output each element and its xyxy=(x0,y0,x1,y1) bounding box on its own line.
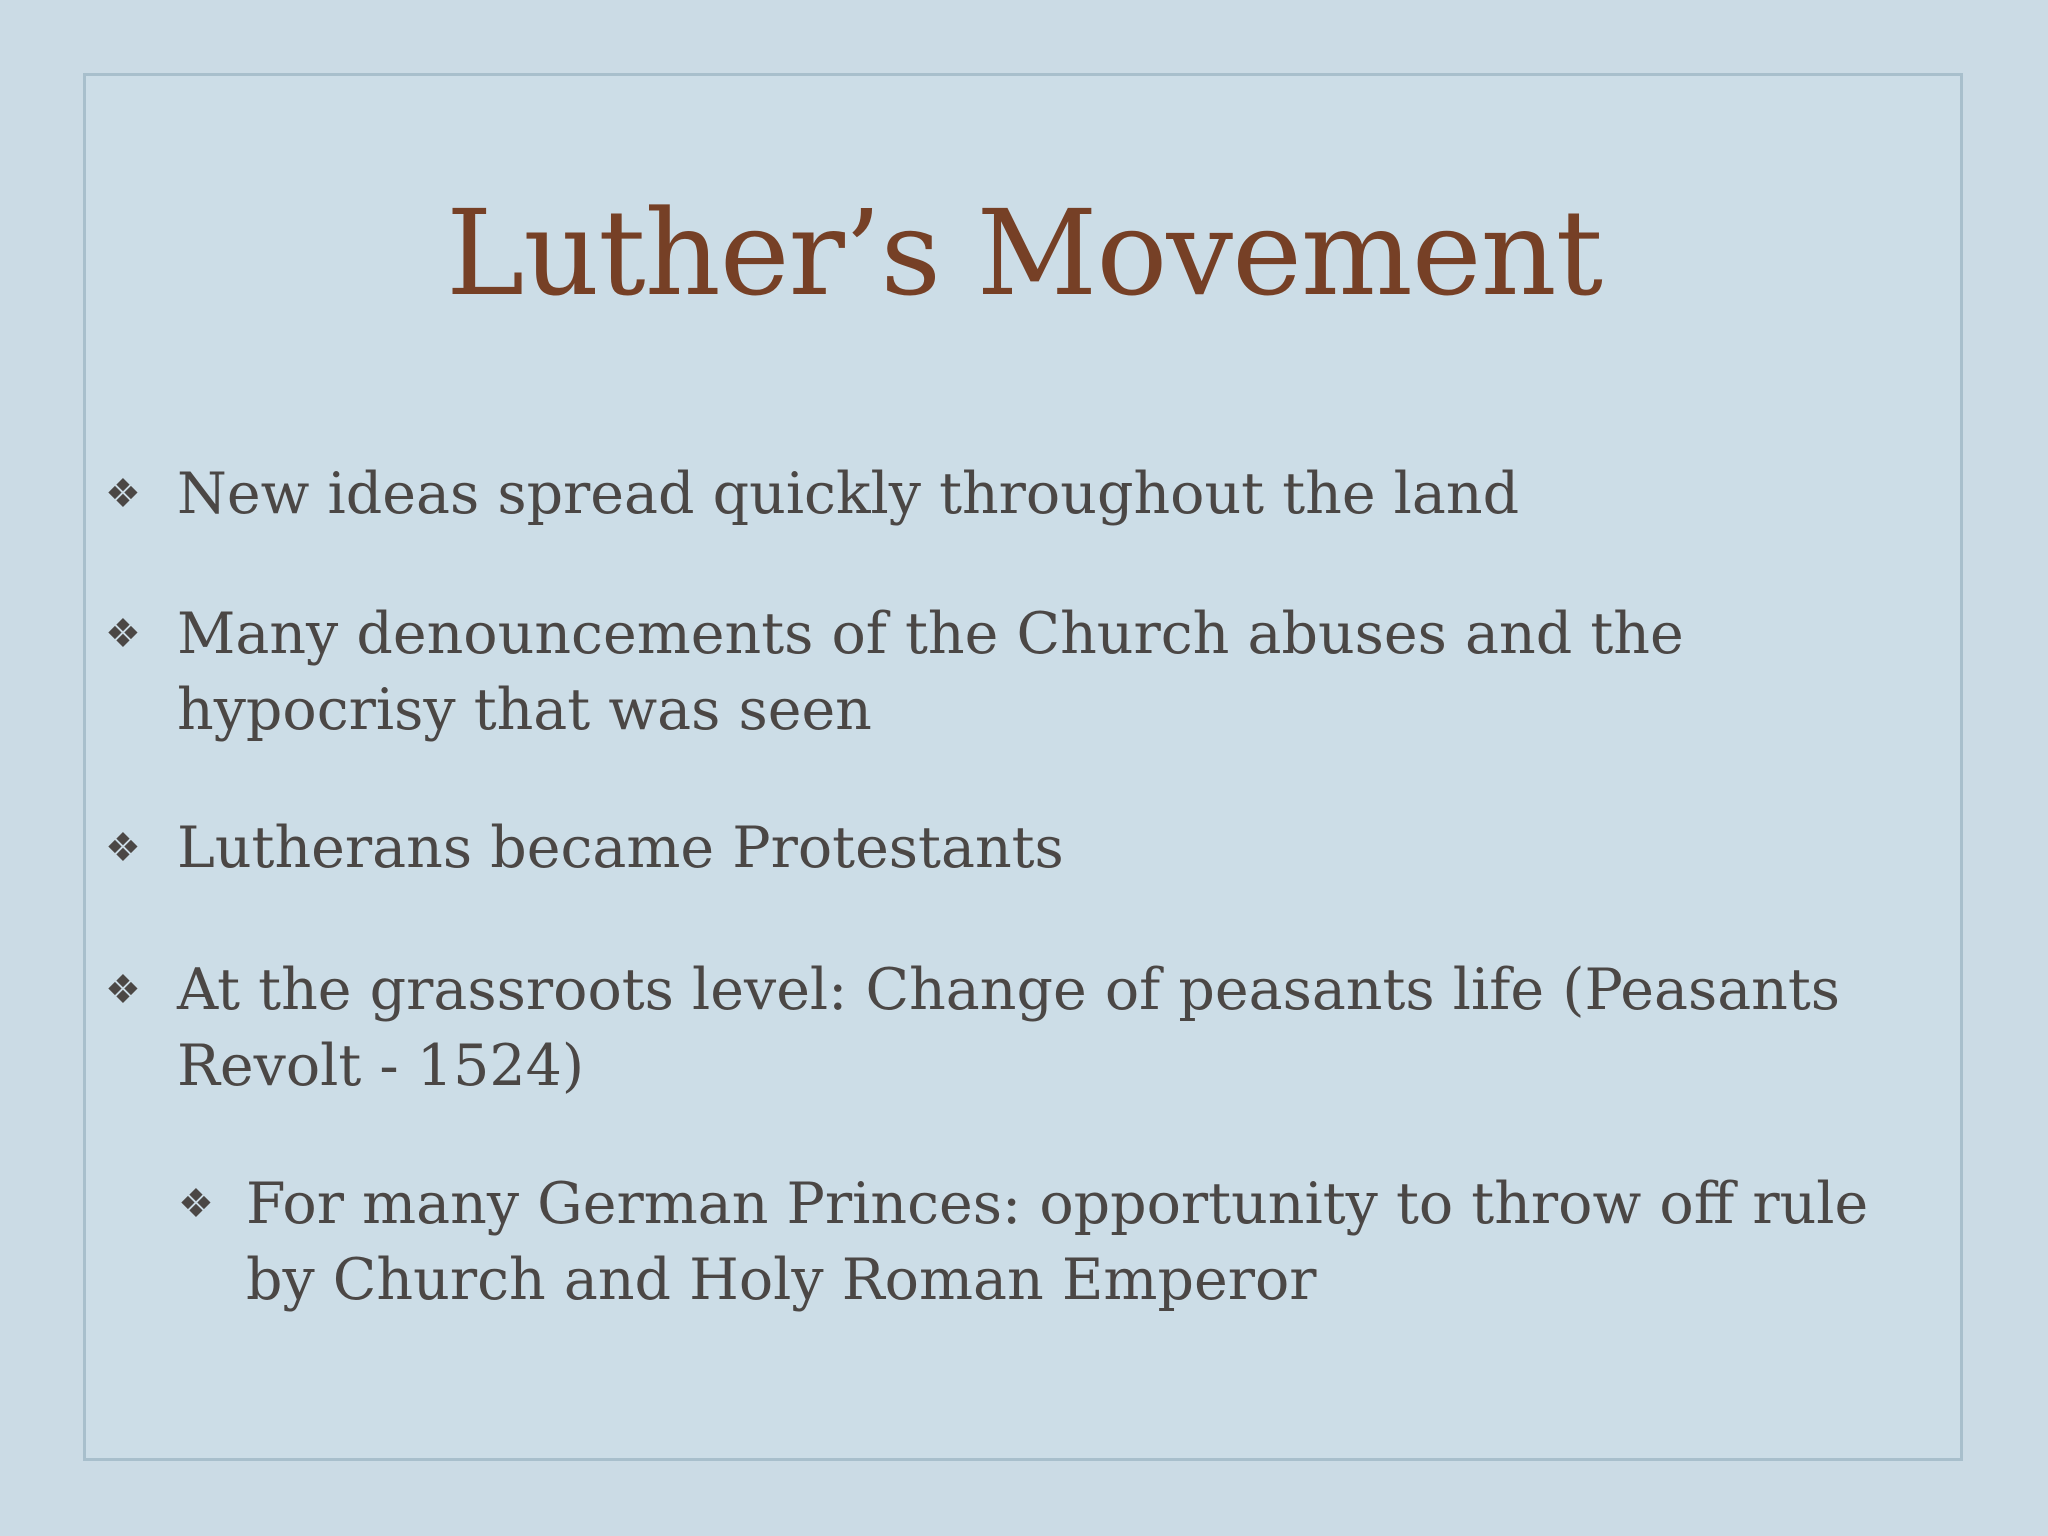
bullet-item xyxy=(105,456,1937,532)
bullet-diamond-icon: ❖ xyxy=(105,967,141,1013)
bullet-text: Lutherans became Protestants xyxy=(177,815,1064,881)
bullet-text: Many denouncements of the Church abuses and the hypocrisy that was seen xyxy=(177,601,1684,743)
bullet-text: At the grassroots level: Change of peasants life (Peasants Revolt - 1524) xyxy=(177,957,1841,1099)
bullet-diamond-icon: ❖ xyxy=(105,471,141,517)
bullet-diamond-icon: ❖ xyxy=(105,611,141,657)
bullet-item xyxy=(105,596,1937,748)
bullet-item xyxy=(105,810,1937,886)
bullet-diamond-icon: ❖ xyxy=(105,825,141,871)
sub-bullet-item xyxy=(178,1166,1946,1318)
bullet-text: New ideas spread quickly throughout the land xyxy=(177,461,1520,527)
bullet-item xyxy=(105,952,1937,1104)
sub-bullet-text: For many German Princes: opportunity to throw off rule by Church and Holy Roman Emperor xyxy=(246,1171,1869,1313)
slide-title: Luther’s Movement xyxy=(445,184,1603,322)
bullet-diamond-icon: ❖ xyxy=(178,1181,214,1227)
